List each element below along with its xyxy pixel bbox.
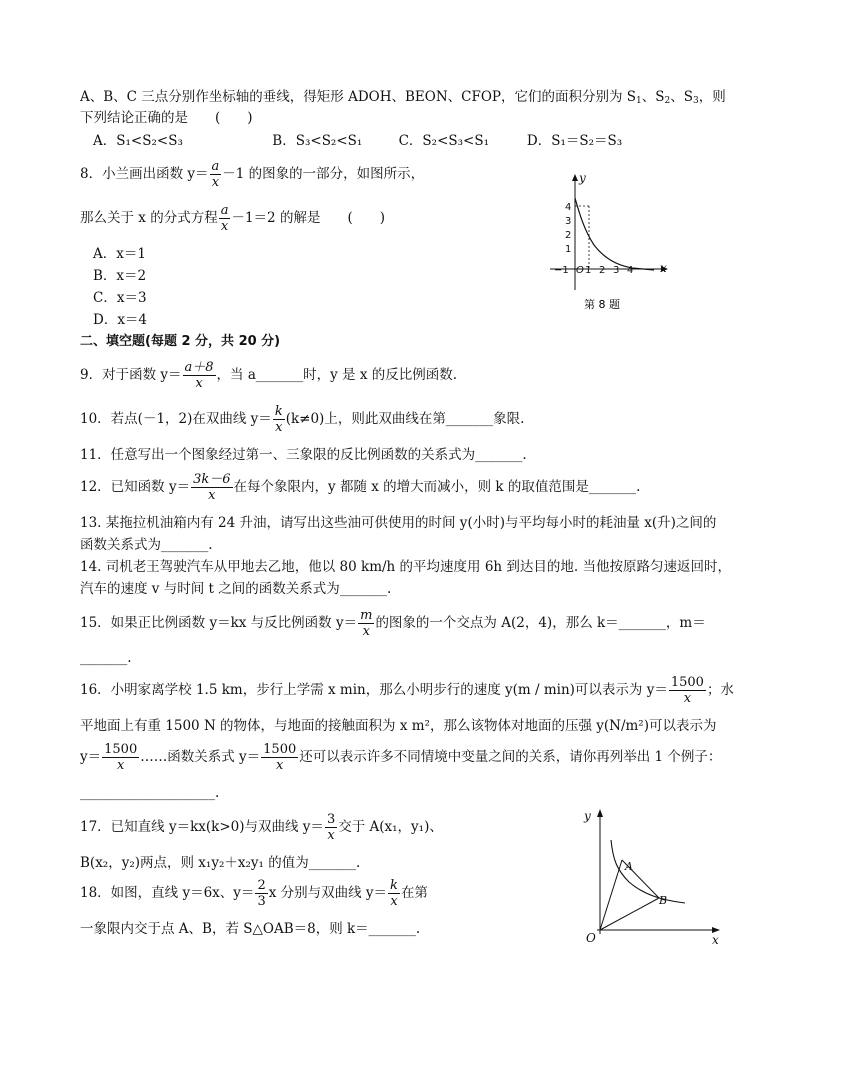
q7-choice-a: A．S₁<S₂<S₃ xyxy=(93,133,183,149)
q17-fraction: $\frac{3}{x}$ xyxy=(326,812,336,843)
q18-point-a: A xyxy=(625,860,633,873)
q8-xtick-2: 2 xyxy=(599,265,606,276)
q8-choice-c: C．x＝3 xyxy=(93,290,147,306)
q8-curve xyxy=(575,198,654,270)
q7-choice-d: D．S₁＝S₂＝S₃ xyxy=(526,133,623,149)
q8-xtick-4: 4 xyxy=(627,265,634,276)
q15-fraction: $\frac{m}{x}$ xyxy=(360,608,373,639)
q8-line2: 那么关于 x 的分式方程 $\frac{a}{x}$ －1＝2 的解是 ( ) xyxy=(80,203,385,234)
q18-graph xyxy=(575,800,735,950)
q8-fraction: $\frac{a}{x}$ xyxy=(211,159,220,190)
q16-fraction-2: $\frac{1500}{x}$ xyxy=(104,742,138,773)
q8-y-label: y xyxy=(579,171,586,185)
q16-fraction-3: $\frac{1500}{x}$ xyxy=(263,742,297,773)
q18-y-arrow xyxy=(597,809,603,817)
q17-line1: 17．已知直线 y＝kx(k>0)与双曲线 y＝ $\frac{3}{x}$ 交于 A(x₁，y₁)、 xyxy=(80,812,443,843)
q16-fraction-1: $\frac{1500}{x}$ xyxy=(670,675,704,706)
q8-origin: O xyxy=(576,265,584,276)
q8-xtick-1: 1 xyxy=(585,265,592,276)
q13-line2: 函数关系式为_______. xyxy=(80,537,213,553)
q8-graph xyxy=(546,170,676,315)
q8-fraction-2: $\frac{a}{x}$ xyxy=(220,203,229,234)
q8-choice-d: D．x＝4 xyxy=(93,312,148,328)
q8-line1: 8．小兰画出函数 y＝ $\frac{a}{x}$ －1 的图象的一部分，如图所示， xyxy=(80,159,425,190)
q18-line1: 18．如图，直线 y＝6x、y＝ $\frac{2}{3}$ x 分别与双曲线 y＝ $\frac{k}{x}$ 在第 xyxy=(80,878,428,909)
q8-ytick-4: 4 xyxy=(565,202,572,213)
q17-line2: B(x₂，y₂)两点，则 x₁y₂＋x₂y₁ 的值为_______. xyxy=(80,855,361,871)
q10-fraction: $\frac{k}{x}$ xyxy=(274,404,283,435)
q15-line1: 15．如果正比例函数 y＝kx 与反比例函数 y＝ $\frac{m}{x}$ 的图象的一个交点为 A(2，4)，那么 k＝_______，m＝ xyxy=(80,608,706,639)
q10: 10．若点(－1，2)在双曲线 y＝ $\frac{k}{x}$ (k≠0)上，则此双曲线在第_______象限. xyxy=(80,404,525,435)
q16-line2: 平地面上有重 1500 N 的物体，与地面的接触面积为 x m²，那么该物体对地面的压强 y(N/m²)可以表示为 xyxy=(80,718,717,734)
q18-line2: 一象限内交于点 A、B，若 S△OAB＝8，则 k＝_______. xyxy=(80,921,421,937)
q18-point-b: B xyxy=(659,894,668,907)
q15-line2: _______. xyxy=(80,650,132,666)
section-2-title: 二、填空题(每题 2 分，共 20 分) xyxy=(80,334,281,349)
q18-hyperbola xyxy=(611,840,685,903)
q18-x-label: x xyxy=(712,933,719,947)
q16-line4: ____________________. xyxy=(80,785,220,801)
q7-choices xyxy=(93,131,622,151)
q9: 9．对于函数 y＝ $\frac{a+8}{x}$ ，当 a_______时，y 是 x 的反比例函数. xyxy=(80,360,458,391)
q8-xtick-3: 3 xyxy=(613,265,620,276)
q18-y-label: y xyxy=(584,809,591,823)
q7-line1: A、B、C 三点分别作坐标轴的垂线，得矩形 ADOH、BEON、CFOP，它们的面积分别为 $S_1$、$S_2$、$S_3$，则 xyxy=(80,89,726,106)
q8-ytick-2: 2 xyxy=(565,230,572,241)
q13-line1: 13. 某拖拉机油箱内有 24 升油，请写出这些油可供使用的时间 y(小时)与平均每小时的耗油量 x(升)之间的 xyxy=(80,515,717,531)
q7-choice-c: C．S₂<S₃<S₁ xyxy=(398,133,490,149)
q8-x-label: x xyxy=(660,261,667,275)
q7-choice-b: B．S₃<S₂<S₁ xyxy=(272,133,363,149)
q11: 11．任意写出一个图象经过第一、三象限的反比例函数的关系式为_______. xyxy=(80,447,527,463)
q14-line1: 14. 司机老王驾驶汽车从甲地去乙地，他以 80 km/h 的平均速度用 6h 到达目的地. 当他按原路匀速返回时， xyxy=(80,559,731,575)
q8-xtick-m1: −1 xyxy=(554,265,569,276)
q8-caption: 第 8 题 xyxy=(584,298,620,311)
q18-origin: O xyxy=(586,931,596,945)
q14-line2: 汽车的速度 v 与时间 t 之间的函数关系式为_______. xyxy=(80,581,392,597)
q9-fraction: $\frac{a+8}{x}$ xyxy=(184,360,214,391)
q18-fraction-1: $\frac{2}{3}$ xyxy=(257,878,266,909)
q8-ytick-3: 3 xyxy=(565,216,572,227)
q18-fraction-2: $\frac{k}{x}$ xyxy=(390,878,398,909)
q7-line2: 下列结论正确的是 ( ) xyxy=(80,110,253,126)
q8-ytick-1: 1 xyxy=(565,244,572,255)
q16-line3: y＝ $\frac{1500}{x}$ ……函数关系式 y＝ $\frac{1500}{x}$ 还可以表示许多不同情境中变量之间的关系，请你再列举出 1 个例子： xyxy=(80,742,722,773)
q12: 12．已知函数 y＝ $\frac{3k-6}{x}$ 在每个象限内，y 都随 x 的增大而减小，则 k 的取值范围是_______. xyxy=(80,472,641,503)
q8-y-arrow xyxy=(572,174,578,181)
q8-choice-a: A．x＝1 xyxy=(93,246,146,262)
q16-line1: 16．小明家离学校 1.5 km，步行上学需 x min，那么小明步行的速度 y(m / min)可以表示为 y＝ $\frac{1500}{x}$ ；水 xyxy=(80,675,734,706)
q8-choice-b: B．x＝2 xyxy=(93,268,147,284)
q12-fraction: $\frac{3k-6}{x}$ xyxy=(193,472,231,503)
